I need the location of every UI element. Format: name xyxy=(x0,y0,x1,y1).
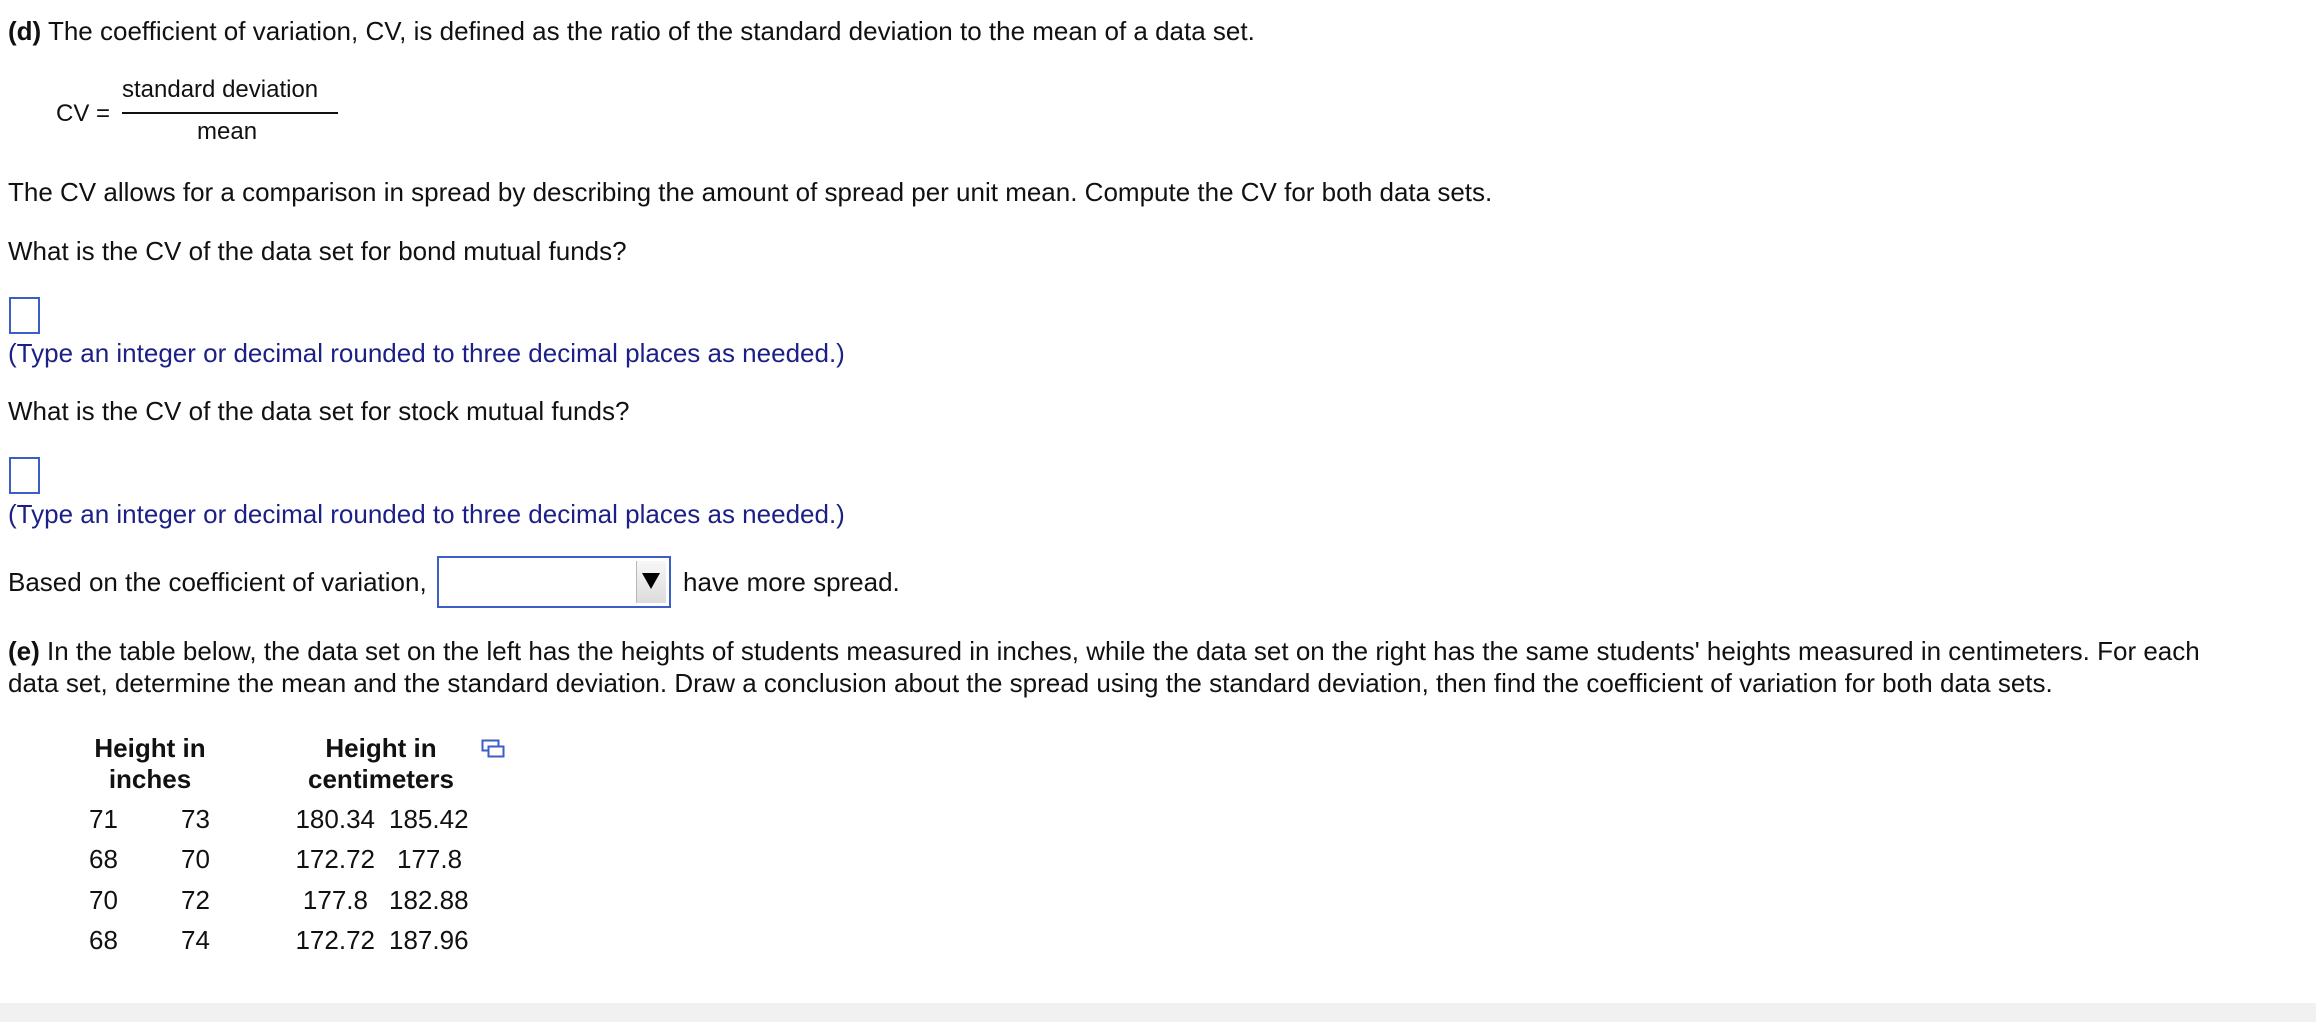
formula-denominator: mean xyxy=(197,118,258,145)
table-cell: 70 xyxy=(89,885,118,915)
formula-fraction-bar xyxy=(122,112,338,114)
header-inches-line2: inches xyxy=(108,764,192,794)
table-cell: 74 xyxy=(181,925,210,955)
table-cell: 72 xyxy=(181,885,210,915)
header-centimeters xyxy=(290,733,472,795)
table-cell: 71 xyxy=(89,804,118,834)
hint-bond-cv: (Type an integer or decimal rounded to three decimal places as needed.) xyxy=(8,338,845,368)
part-e-line1 xyxy=(8,635,2200,667)
copy-data-icon[interactable] xyxy=(481,738,505,760)
part-d-intro xyxy=(8,15,1255,47)
table-cell: 182.88 xyxy=(389,885,469,915)
question-bond-cv: What is the CV of the data set for bond mutual funds? xyxy=(8,236,627,266)
table-cell: 68 xyxy=(89,925,118,955)
formula-lhs: CV = xyxy=(56,100,111,127)
part-d-intro-text: The coefficient of variation, CV, is defined as the ratio of the standard deviation to the mean of a data set. xyxy=(47,16,1255,46)
spread-conclusion-select[interactable] xyxy=(437,556,671,608)
header-cm-line2: centimeters xyxy=(308,764,454,794)
table-cell: 177.8 xyxy=(302,885,368,915)
table-cell: 172.72 xyxy=(295,844,375,874)
header-inches xyxy=(70,733,230,795)
table-cell: 187.96 xyxy=(389,925,469,955)
conclusion-suffix: have more spread. xyxy=(683,567,900,597)
cv-explanation: The CV allows for a comparison in spread by describing the amount of spread per unit mean. Compute the CV for both data sets. xyxy=(8,177,1493,207)
table-cell: 70 xyxy=(181,844,210,874)
triangle-down-icon[interactable] xyxy=(636,561,666,603)
table-cell: 68 xyxy=(89,844,118,874)
part-e-text-line1: In the table below, the data set on the left has the heights of students measured in inches, while the data set on the right has the same students' heights measured in centimeters. For each xyxy=(47,636,2200,666)
conclusion-prefix: Based on the coefficient of variation, xyxy=(8,567,427,597)
table-cell: 185.42 xyxy=(389,804,469,834)
answer-bond-cv-input[interactable] xyxy=(9,297,40,334)
header-inches-line1: Height in xyxy=(94,733,206,763)
table-cell: 180.34 xyxy=(295,804,375,834)
part-d-label: (d) xyxy=(8,16,42,46)
table-cell: 73 xyxy=(181,804,210,834)
question-stock-cv: What is the CV of the data set for stock mutual funds? xyxy=(8,396,630,426)
header-cm-line1: Height in xyxy=(325,733,437,763)
part-e-label: (e) xyxy=(8,636,40,666)
table-cell: 177.8 xyxy=(397,844,463,874)
footer-strip xyxy=(0,1003,2316,1022)
hint-stock-cv: (Type an integer or decimal rounded to three decimal places as needed.) xyxy=(8,499,845,529)
part-e-line2: data set, determine the mean and the standard deviation. Draw a conclusion about the spread using the standard deviation, then find the coefficient of variation for both data sets. xyxy=(8,668,2053,698)
formula-numerator: standard deviation xyxy=(122,76,319,103)
table-cell: 172.72 xyxy=(295,925,375,955)
answer-stock-cv-input[interactable] xyxy=(9,457,40,494)
